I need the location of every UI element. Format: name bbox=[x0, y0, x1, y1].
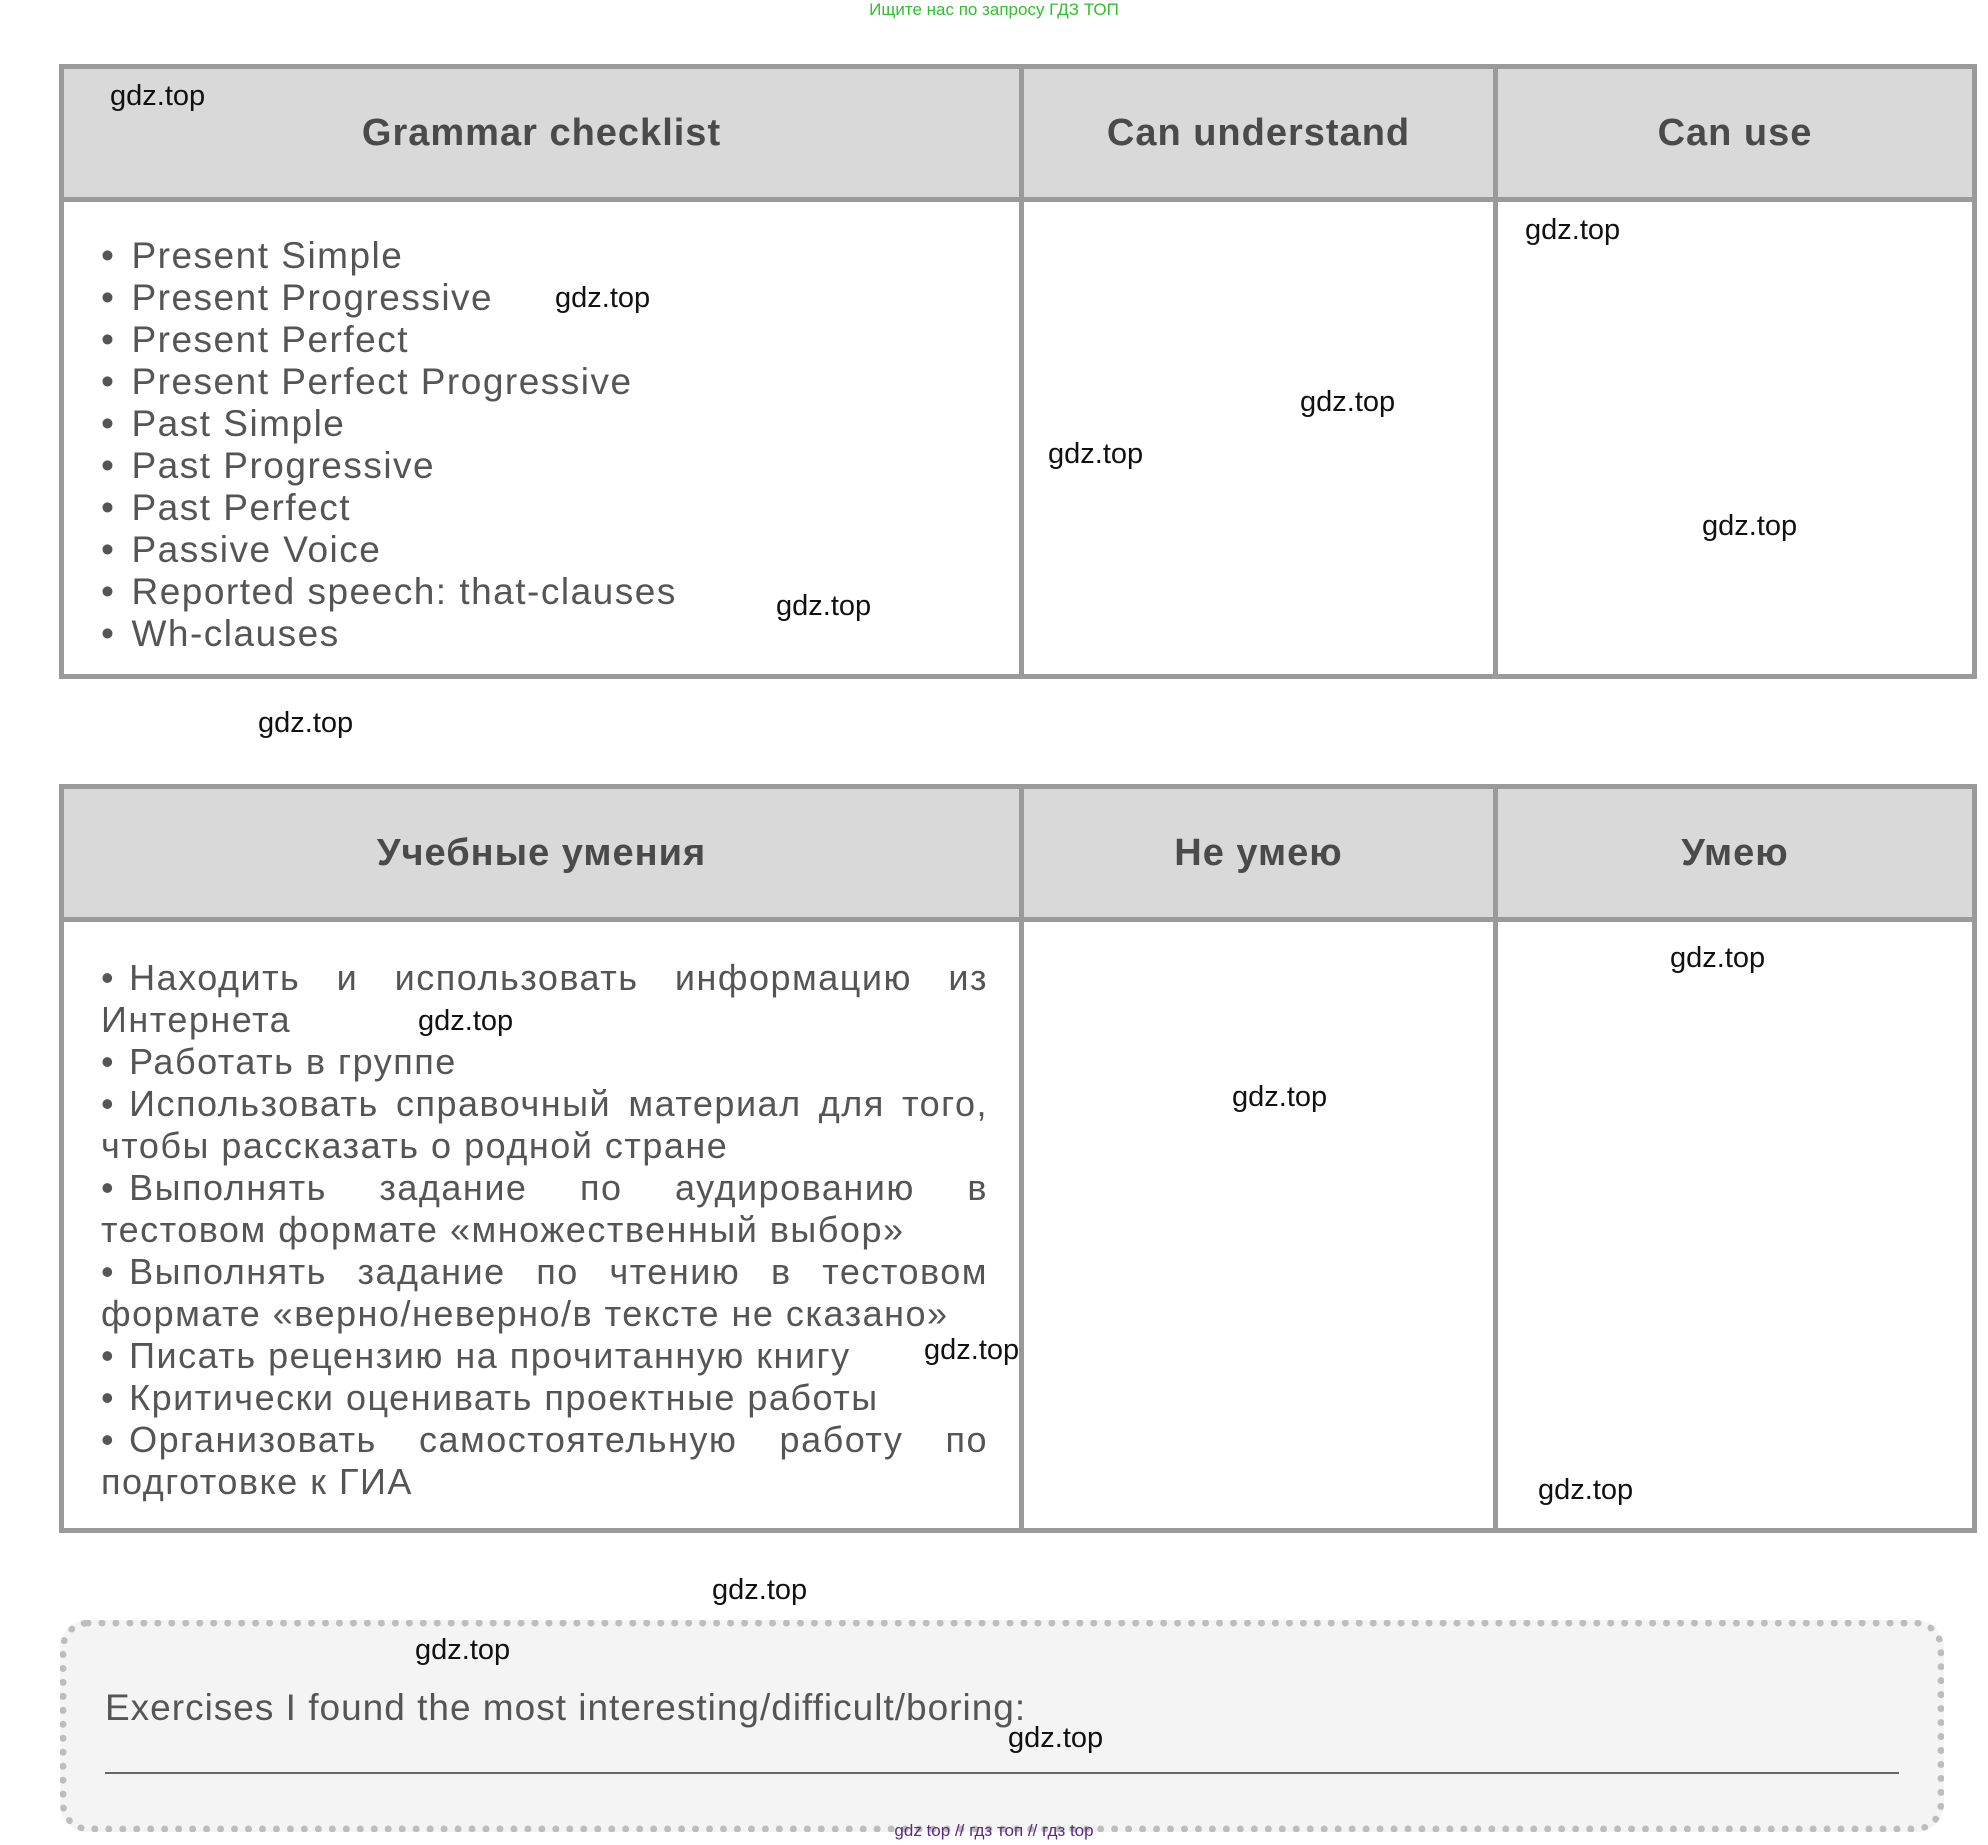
skills-items-cell bbox=[62, 920, 1022, 1531]
list-item: • Present Perfect bbox=[101, 319, 988, 361]
top-banner[interactable]: Ищите нас по запросу ГДЗ ТОП bbox=[869, 0, 1119, 19]
header-can: Умею bbox=[1496, 787, 1975, 920]
list-item: • Reported speech: that-clauses bbox=[101, 571, 988, 613]
bottom-banner[interactable]: gdz top // гдз топ // гдз top bbox=[894, 1821, 1094, 1840]
watermark: gdz.top bbox=[1670, 942, 1766, 974]
header-grammar-checklist: Grammar checklist bbox=[62, 67, 1022, 200]
skills-list bbox=[65, 923, 1018, 1527]
watermark: gdz.top bbox=[1538, 1474, 1634, 1506]
grammar-checklist-table bbox=[59, 64, 1977, 679]
watermark: gdz.top bbox=[258, 707, 354, 739]
list-item: • Критически оценивать проектные работы bbox=[101, 1377, 988, 1419]
grammar-list bbox=[65, 203, 1018, 673]
header-cannot: Не умею bbox=[1022, 787, 1496, 920]
list-item: • Писать рецензию на прочитанную книгу bbox=[101, 1335, 988, 1377]
header-learning-skills: Учебные умения bbox=[62, 787, 1022, 920]
watermark: gdz.top bbox=[555, 282, 651, 314]
notes-label: Exercises I found the most interesting/difficult/boring: bbox=[105, 1687, 1027, 1728]
list-item: • Past Perfect bbox=[101, 487, 988, 529]
list-item: • Present Progressive bbox=[101, 277, 988, 319]
can-cell[interactable] bbox=[1496, 920, 1975, 1531]
can-use-cell[interactable] bbox=[1496, 200, 1975, 677]
watermark: gdz.top bbox=[110, 80, 206, 112]
list-item: • Находить и использовать информацию из Интернета bbox=[101, 957, 988, 1041]
exercises-notes-box bbox=[60, 1620, 1944, 1832]
header-can-use: Can use bbox=[1496, 67, 1975, 200]
header-can-understand: Can understand bbox=[1022, 67, 1496, 200]
list-item: • Использовать справочный материал для того, чтобы рассказать о родной стране bbox=[101, 1083, 988, 1167]
watermark: gdz.top bbox=[1300, 386, 1396, 418]
list-item: • Present Simple bbox=[101, 235, 988, 277]
watermark: gdz.top bbox=[1232, 1081, 1328, 1113]
learning-skills-table bbox=[59, 784, 1977, 1533]
list-item: • Passive Voice bbox=[101, 529, 988, 571]
watermark: gdz.top bbox=[924, 1334, 1020, 1366]
watermark: gdz.top bbox=[415, 1634, 511, 1666]
list-item: • Организовать самостоятельную работу по подготовке к ГИА bbox=[101, 1419, 988, 1503]
watermark: gdz.top bbox=[1525, 214, 1621, 246]
list-item: • Wh-clauses bbox=[101, 613, 988, 655]
grammar-items-cell bbox=[62, 200, 1022, 677]
watermark: gdz.top bbox=[1048, 438, 1144, 470]
list-item: • Работать в группе bbox=[101, 1041, 988, 1083]
cannot-cell[interactable] bbox=[1022, 920, 1496, 1531]
list-item: • Present Perfect Progressive bbox=[101, 361, 988, 403]
list-item: • Past Simple bbox=[101, 403, 988, 445]
list-item: • Past Progressive bbox=[101, 445, 988, 487]
watermark: gdz.top bbox=[1702, 510, 1798, 542]
list-item: • Выполнять задание по чтению в тестовом формате «верно/неверно/в тексте не сказано» bbox=[101, 1251, 988, 1335]
watermark: gdz.top bbox=[418, 1005, 514, 1037]
list-item: • Выполнять задание по аудированию в тестовом формате «множественный выбор» bbox=[101, 1167, 988, 1251]
watermark: gdz.top bbox=[1008, 1722, 1104, 1754]
watermark: gdz.top bbox=[776, 590, 872, 622]
watermark: gdz.top bbox=[712, 1574, 808, 1606]
answer-line[interactable] bbox=[105, 1772, 1899, 1774]
